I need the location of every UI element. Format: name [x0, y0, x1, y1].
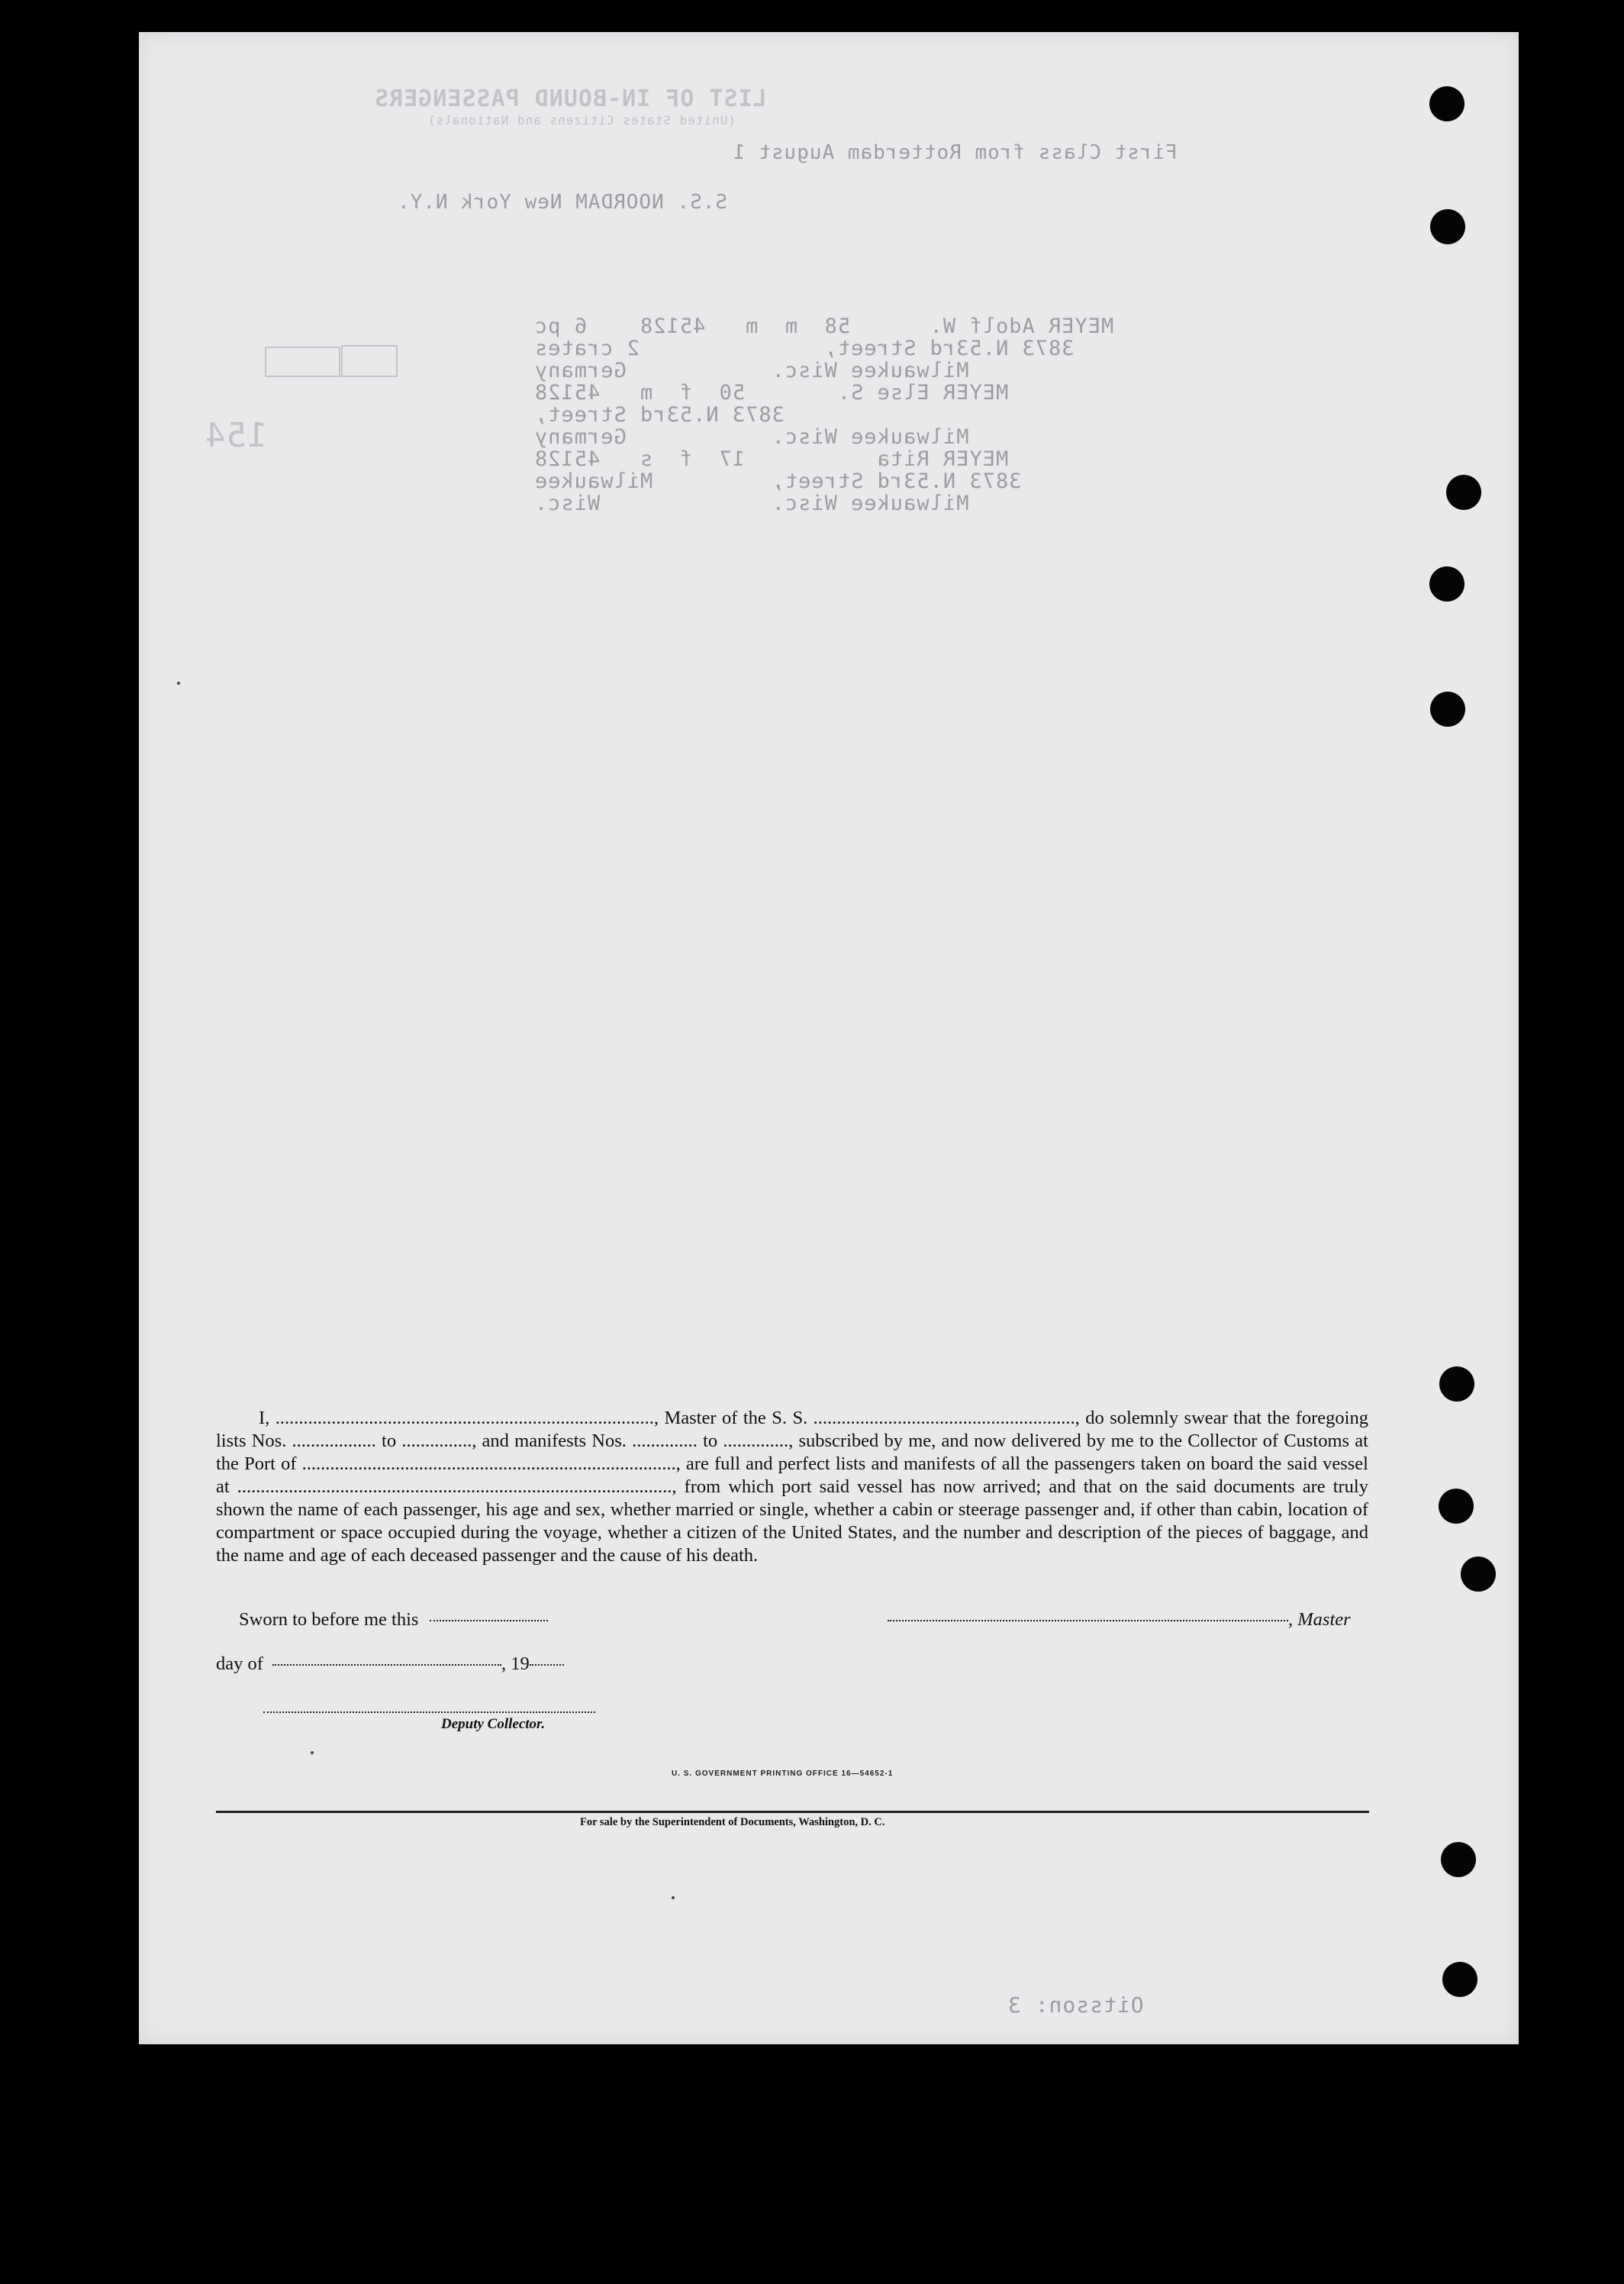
- master-signature-blank[interactable]: [888, 1618, 1288, 1621]
- punch-hole: [1430, 209, 1465, 244]
- punch-hole: [1461, 1557, 1496, 1592]
- ink-speck: [177, 682, 180, 685]
- sworn-date-blank[interactable]: [430, 1618, 548, 1621]
- sworn-line: [239, 1609, 548, 1631]
- bleed-row: MEYER Else S. 50 f m 45128: [534, 381, 1009, 405]
- year-label: , 19: [501, 1653, 530, 1674]
- bleed-row: 3873 N.53rd Street,: [534, 403, 811, 427]
- punch-hole: [1429, 86, 1464, 121]
- bleed-row: MEYER Adolf W. 58 m m 45128 6 pc: [534, 315, 1114, 338]
- bleed-footer-stamp: Oitsson: 3: [1007, 1992, 1144, 2018]
- sworn-label: Sworn to before me this: [239, 1609, 419, 1630]
- punch-hole: [1441, 1842, 1476, 1877]
- bleed-header-subtitle: (United States Citizens and Nationals): [427, 113, 736, 127]
- faint-stamp-box: [341, 345, 398, 377]
- day-of-blank[interactable]: [272, 1663, 501, 1666]
- sale-notice: For sale by the Superintendent of Documents, Washington, D. C.: [580, 1816, 885, 1828]
- footer-rule: [216, 1811, 1369, 1813]
- printing-office-imprint: U. S. GOVERNMENT PRINTING OFFICE 16—54652-1: [672, 1769, 894, 1778]
- master-signature-line: [888, 1609, 1351, 1631]
- punch-hole: [1430, 692, 1465, 727]
- faint-stamp-box: [265, 347, 340, 377]
- punch-hole: [1446, 475, 1481, 510]
- deputy-collector-label: Deputy Collector.: [441, 1716, 546, 1732]
- punch-hole: [1439, 1366, 1474, 1402]
- oath-text: I, ................................................................................., Master of the S. S. ........................................................, do solemnly swear that the foregoing lists Nos. .................. to ..............., and manifests Nos. .............. to .............., subscribed by me, and now delivered by me to the Collector of Customs at the Port of ................................................................................, are full and perfect lists and manifests of all the passengers taken on board the said vessel at ............................................................................................., from which port said vessel has now arrived; and that on the said documents are truly shown the name of each passenger, his age and sex, whether married or single, whether a cabin or steerage passenger and, if other than cabin, location of compartment or space occupied during the voyage, whether a citizen of the United States, and the number and description of the pieces of baggage, and the name and age of each deceased passenger and the cause of his death.: [216, 1408, 1368, 1566]
- bleed-page-number: 154: [205, 416, 268, 455]
- bleed-row: MEYER Rita 17 f s 45128: [534, 447, 1009, 471]
- punch-hole: [1442, 1962, 1477, 1997]
- deputy-signature-line: [263, 1701, 595, 1722]
- day-of-line: [216, 1653, 564, 1675]
- deputy-signature-blank[interactable]: [263, 1710, 595, 1713]
- bleed-row: 3873 N.53rd Street, 2 crates: [534, 337, 1100, 360]
- day-of-label: day of: [216, 1653, 263, 1674]
- bleed-header-voyage: First Class from Rotterdam August 1: [733, 141, 1178, 164]
- year-blank[interactable]: [530, 1663, 564, 1666]
- master-label: , Master: [1288, 1609, 1351, 1630]
- bleed-row: Milwaukee Wisc. Germany: [534, 359, 995, 382]
- bleed-header-title: LIST OF IN-BOUND PASSENGERS: [374, 85, 767, 112]
- bleed-row: Milwaukee Wisc. Wisc.: [534, 492, 995, 515]
- bleed-row: 3873 N.53rd Street, Milwaukee: [534, 469, 1048, 493]
- oath-paragraph: [216, 1407, 1368, 1567]
- ink-speck: [672, 1896, 675, 1899]
- bleed-row: Milwaukee Wisc. Germany: [534, 425, 995, 449]
- punch-hole: [1429, 566, 1464, 602]
- bleed-header-ship: S.S. NOORDAM New York N.Y.: [397, 191, 727, 214]
- punch-hole: [1439, 1489, 1474, 1524]
- ink-speck: [311, 1751, 314, 1754]
